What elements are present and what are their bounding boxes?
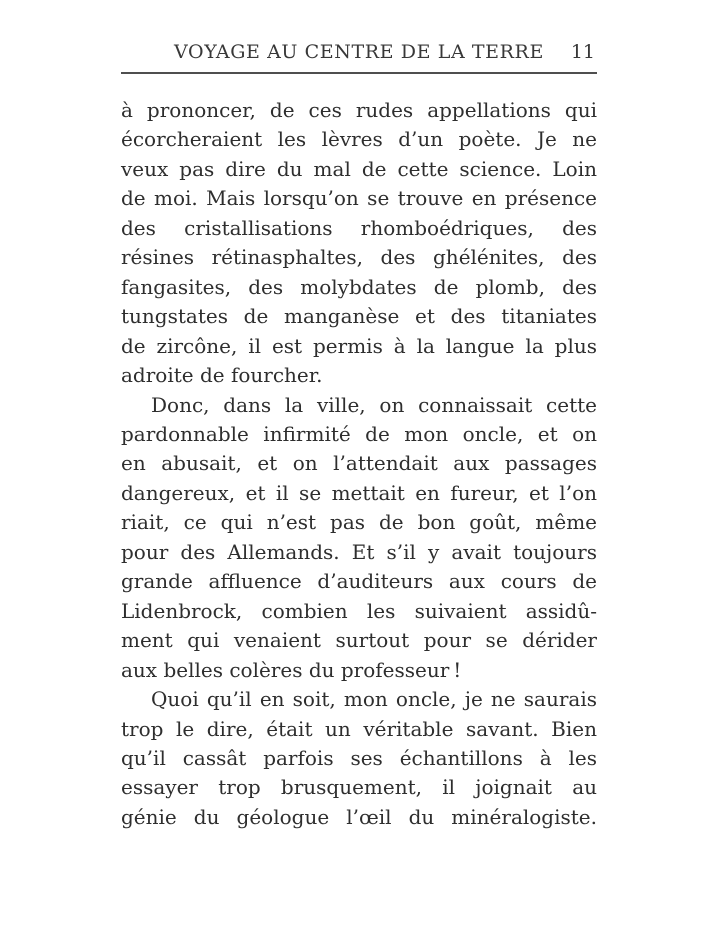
paragraph [121,685,597,832]
text-line: adroite de fourcher. [121,363,323,388]
text-line: Lidenbrock, combien les suivaient assidû- [121,598,597,623]
header-rule [121,72,597,74]
paragraph [121,391,597,686]
text-line: pour des Allemands. Et s’il y avait toujours [121,539,597,564]
text-line: Donc, dans la ville, on connaissait cette [151,392,597,417]
text-line: en abusait, et on l’attendait aux passages [121,451,597,476]
text-line: des cristallisations rhomboédriques, des [121,215,597,240]
text-line: de moi. Mais lorsqu’on se trouve en présence [121,186,597,211]
header-title: VOYAGE AU CENTRE DE LA TERRE [174,41,544,63]
text-line: qu’il cassât parfois ses échantillons à les [121,745,597,770]
text-line: veux pas dire du mal de cette science. Loin [121,156,597,181]
text-line: génie du géologue l’œil du minéralogiste. [121,804,597,829]
text-line: dangereux, et il se mettait en fureur, et l’on [121,480,597,505]
paragraph [121,96,597,391]
text-line: fangasites, des molybdates de plomb, des [121,274,597,299]
text-line: essayer trop brusquement, il joignait au [121,775,597,800]
page-body [121,96,597,832]
text-line: trop le dire, était un véritable savant. Bien [121,716,597,741]
text-line: grande affluence d’auditeurs aux cours de [121,569,597,594]
text-line: résines rétinasphaltes, des ghélénites, des [121,245,597,270]
text-line: à prononcer, de ces rudes appellations qui [121,98,597,122]
text-line: Quoi qu’il en soit, mon oncle, je ne saurais [151,687,597,712]
text-line: ment qui venaient surtout pour se dérider [121,628,597,653]
page-number: 11 [570,41,595,63]
text-line: pardonnable infirmité de mon oncle, et on [121,421,597,446]
text-line: aux belles colères du professeur ! [121,657,462,682]
text-line: riait, ce qui n’est pas de bon goût, même [121,510,597,535]
page-header [121,41,597,65]
text-line: écorcheraient les lèvres d’un poète. Je ne [121,127,597,152]
text-line: de zircône, il est permis à la langue la plus [121,333,597,358]
text-line: tungstates de manganèse et des titaniates [121,304,597,329]
